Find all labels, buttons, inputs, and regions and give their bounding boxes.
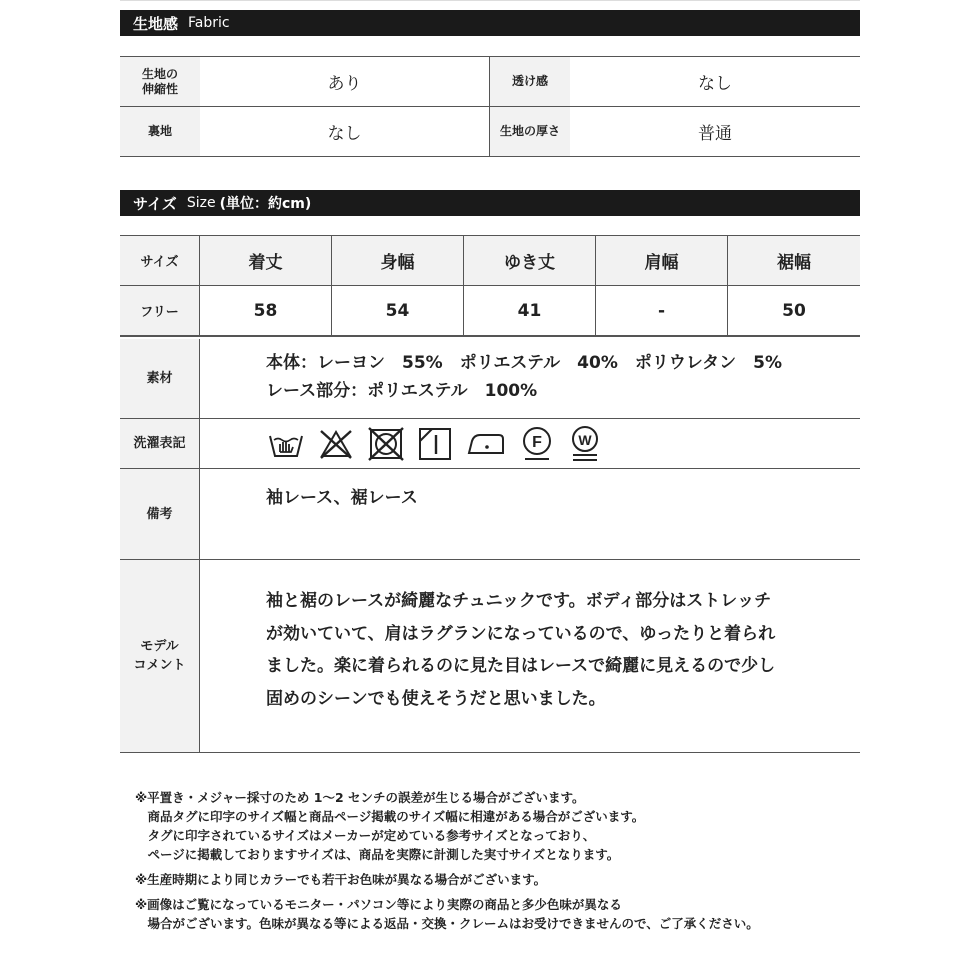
fabric-row (120, 107, 860, 157)
stretch-value: あり (200, 57, 490, 106)
note-line: 場合がございます。色味が異なる等による返品・交換・クレームはお受けできませんので、ご了承ください。 (135, 916, 759, 931)
comment-label-line: モデル (140, 639, 179, 654)
comment-row (120, 560, 860, 753)
care-row (120, 419, 860, 469)
dry-clean-f-icon (520, 426, 554, 462)
size-header-label: サイズ (120, 236, 200, 285)
comment-label-line: コメント (133, 658, 186, 673)
remarks-value: 袖レース、裾レース (266, 488, 418, 508)
size-table-double-rule (120, 336, 860, 337)
size-val-width: 54 (332, 286, 464, 335)
thickness-value: 普通 (698, 124, 732, 144)
no-bleach-icon (318, 428, 354, 460)
iron-low-icon (466, 431, 506, 457)
size-header-row (120, 236, 860, 286)
thickness-label: 生地の厚さ (490, 107, 570, 156)
lining-value: なし (200, 107, 490, 156)
note-line: ※平置き・メジャー採寸のため 1～2 センチの誤差が生じる場合がございます。 (135, 790, 585, 805)
material-row (120, 339, 860, 419)
fabric-title-en: Fabric (188, 15, 230, 31)
note-line: ※画像はご覧になっているモニター・パソコン等により実際の商品と多少色味が異なる (135, 897, 622, 912)
size-val-shoulder: - (596, 286, 728, 335)
care-icons (200, 419, 860, 468)
size-col-width: 身幅 (332, 236, 464, 285)
note-line: ページに掲載しておりますサイズは、商品を実際に計測した実寸サイズとなります。 (135, 847, 620, 862)
size-title-en: Size (186, 195, 216, 211)
lining-label: 裏地 (120, 107, 200, 156)
care-label: 洗濯表記 (120, 419, 200, 468)
size-col-shoulder: 肩幅 (596, 236, 728, 285)
no-tumble-dry-icon (368, 427, 404, 461)
material-line: 本体：レーヨン 55% ポリエステル 40% ポリウレタン 5% (266, 353, 783, 373)
comment-line: ました。楽に着られるのに見た目はレースで綺麗に見えるので少し (266, 656, 776, 676)
top-divider (120, 0, 860, 1)
fabric-row (120, 57, 860, 107)
size-section-header (120, 190, 860, 216)
fabric-title-jp: 生地感 (133, 14, 179, 33)
remarks-row (120, 469, 860, 560)
size-unit: (単位：約cm) (219, 196, 312, 212)
size-val-hem: 50 (782, 300, 806, 321)
sheerness-value: なし (698, 74, 732, 94)
size-val-length: 58 (200, 286, 332, 335)
size-col-hem: 裾幅 (728, 236, 860, 285)
notes (135, 788, 855, 933)
comment-label (120, 560, 200, 752)
material-line: レース部分：ポリエステル 100% (266, 381, 538, 401)
sheerness-label: 透け感 (490, 57, 570, 106)
comment-line: 固めのシーンでも使えそうだと思いました。 (266, 688, 606, 709)
fabric-table (120, 56, 860, 157)
size-value-row (120, 286, 860, 336)
details-table (120, 339, 860, 753)
wet-clean-w-icon (568, 425, 602, 463)
size-title-jp: サイズ (133, 194, 177, 213)
material-value (200, 339, 860, 418)
fabric-section-header (120, 10, 860, 36)
note-line: 商品タグに印字のサイズ幅と商品ページ掲載のサイズ幅に相違がある場合がございます。 (135, 809, 645, 824)
size-val-sleeve: 41 (464, 286, 596, 335)
comment-line: が効いていて、肩はラグランになっているので、ゆったりと着られ (266, 623, 776, 644)
line-dry-shade-icon (418, 427, 452, 461)
svg-text:W: W (578, 431, 592, 448)
svg-text:F: F (532, 433, 542, 451)
hand-wash-icon (268, 428, 304, 460)
comment-line: 袖と裾のレースが綺麗なチュニックです。ボディ部分はストレッチ (266, 591, 772, 611)
size-col-sleeve: ゆき丈 (464, 236, 596, 285)
size-col-length: 着丈 (200, 236, 332, 285)
size-row-label: フリー (120, 286, 200, 335)
size-table (120, 235, 860, 336)
note-line: タグに印字されているサイズはメーカーが定めている参考サイズとなっており、 (135, 828, 596, 843)
remarks-label: 備考 (120, 469, 200, 559)
stretch-label: 生地の伸縮性 (120, 57, 200, 106)
note-line: ※生産時期により同じカラーでも若干お色味が異なる場合がございます。 (135, 872, 547, 887)
material-label: 素材 (120, 339, 200, 418)
comment-text (200, 560, 860, 752)
